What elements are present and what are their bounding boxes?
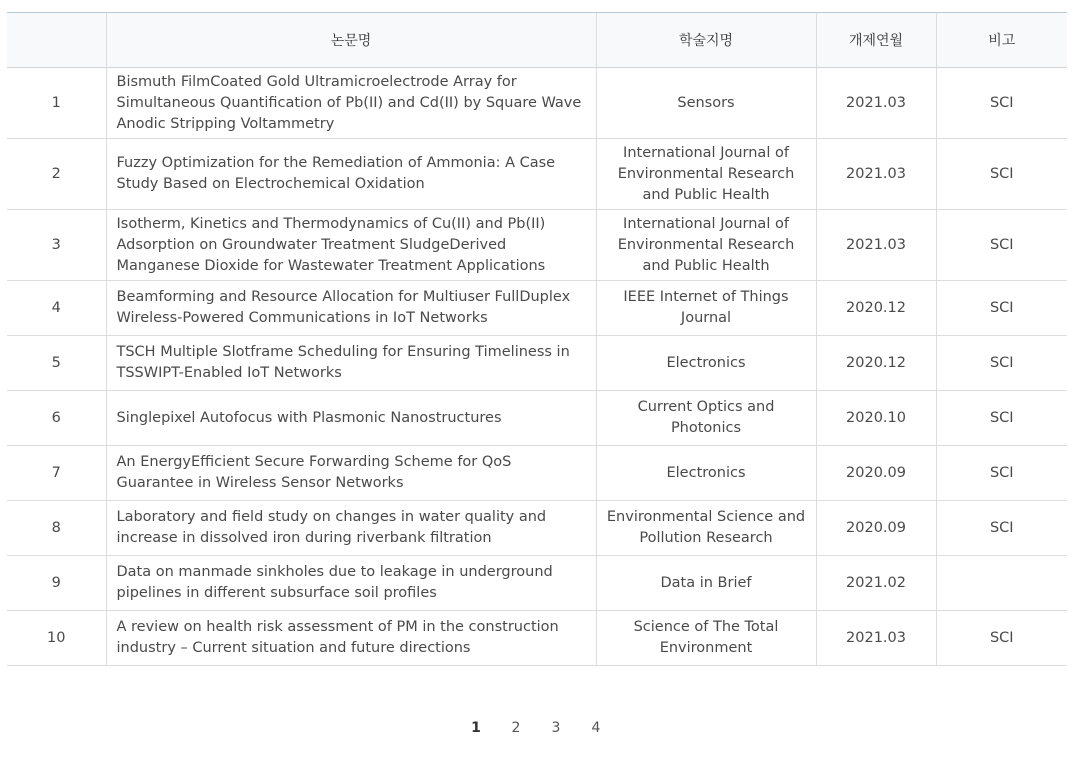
pagination [0, 714, 1080, 742]
paper-title: Bismuth FilmCoated Gold Ultramicroelectrode Array for Simultaneous Quantification of Pb(II) and Cd(II) by Square Wave Anodic Stripping Voltammetry [106, 68, 596, 139]
paper-title: Singlepixel Autofocus with Plasmonic Nanostructures [106, 391, 596, 446]
publish-date: 2020.10 [816, 391, 936, 446]
row-no: 9 [7, 556, 106, 611]
page-link-1[interactable]: 1 [471, 720, 481, 736]
note [936, 556, 1067, 611]
table-row [7, 68, 1067, 139]
note: SCI [936, 391, 1067, 446]
row-no: 5 [7, 336, 106, 391]
header-no [7, 13, 106, 68]
note: SCI [936, 210, 1067, 281]
publish-date: 2021.03 [816, 210, 936, 281]
table-header-row [7, 13, 1067, 68]
row-no: 6 [7, 391, 106, 446]
journal-name: Environmental Science and Pollution Research [596, 501, 816, 556]
page-link-4[interactable]: 4 [591, 720, 601, 736]
publish-date: 2020.09 [816, 446, 936, 501]
publications-table-container [7, 12, 1067, 666]
publish-date: 2021.03 [816, 139, 936, 210]
table-row [7, 446, 1067, 501]
publish-date: 2021.02 [816, 556, 936, 611]
journal-name: Data in Brief [596, 556, 816, 611]
header-journal: 학술지명 [596, 13, 816, 68]
note: SCI [936, 446, 1067, 501]
note: SCI [936, 336, 1067, 391]
paper-title: Beamforming and Resource Allocation for Multiuser FullDuplex Wireless-Powered Communications in IoT Networks [106, 281, 596, 336]
table-row [7, 281, 1067, 336]
journal-name: IEEE Internet of Things Journal [596, 281, 816, 336]
journal-name: International Journal of Environmental Research and Public Health [596, 139, 816, 210]
table-row [7, 210, 1067, 281]
row-no: 2 [7, 139, 106, 210]
journal-name: International Journal of Environmental Research and Public Health [596, 210, 816, 281]
journal-name: Current Optics and Photonics [596, 391, 816, 446]
table-row [7, 611, 1067, 666]
header-title: 논문명 [106, 13, 596, 68]
paper-title: TSCH Multiple Slotframe Scheduling for Ensuring Timeliness in TSSWIPT-Enabled IoT Networks [106, 336, 596, 391]
publish-date: 2021.03 [816, 611, 936, 666]
journal-name: Science of The Total Environment [596, 611, 816, 666]
publish-date: 2021.03 [816, 68, 936, 139]
table-row [7, 501, 1067, 556]
paper-title: A review on health risk assessment of PM in the construction industry – Current situation and future directions [106, 611, 596, 666]
journal-name: Electronics [596, 446, 816, 501]
header-note: 비고 [936, 13, 1067, 68]
paper-title: Isotherm, Kinetics and Thermodynamics of Cu(II) and Pb(II) Adsorption on Groundwater Treatment SludgeDerived Manganese Dioxide for Wastewater Treatment Applications [106, 210, 596, 281]
row-no: 7 [7, 446, 106, 501]
row-no: 10 [7, 611, 106, 666]
note: SCI [936, 139, 1067, 210]
row-no: 4 [7, 281, 106, 336]
paper-title: An EnergyEfficient Secure Forwarding Scheme for QoS Guarantee in Wireless Sensor Networks [106, 446, 596, 501]
header-date: 개제연월 [816, 13, 936, 68]
journal-name: Electronics [596, 336, 816, 391]
publications-table [7, 12, 1067, 666]
row-no: 1 [7, 68, 106, 139]
publish-date: 2020.09 [816, 501, 936, 556]
page-link-3[interactable]: 3 [551, 720, 561, 736]
paper-title: Laboratory and field study on changes in water quality and increase in dissolved iron during riverbank filtration [106, 501, 596, 556]
publish-date: 2020.12 [816, 281, 936, 336]
paper-title: Data on manmade sinkholes due to leakage in underground pipelines in different subsurface soil profiles [106, 556, 596, 611]
note: SCI [936, 501, 1067, 556]
table-row [7, 336, 1067, 391]
note: SCI [936, 281, 1067, 336]
table-row [7, 139, 1067, 210]
table-row [7, 556, 1067, 611]
note: SCI [936, 611, 1067, 666]
page-link-2[interactable]: 2 [511, 720, 521, 736]
journal-name: Sensors [596, 68, 816, 139]
paper-title: Fuzzy Optimization for the Remediation of Ammonia: A Case Study Based on Electrochemical Oxidation [106, 139, 596, 210]
row-no: 8 [7, 501, 106, 556]
note: SCI [936, 68, 1067, 139]
publish-date: 2020.12 [816, 336, 936, 391]
table-row [7, 391, 1067, 446]
row-no: 3 [7, 210, 106, 281]
